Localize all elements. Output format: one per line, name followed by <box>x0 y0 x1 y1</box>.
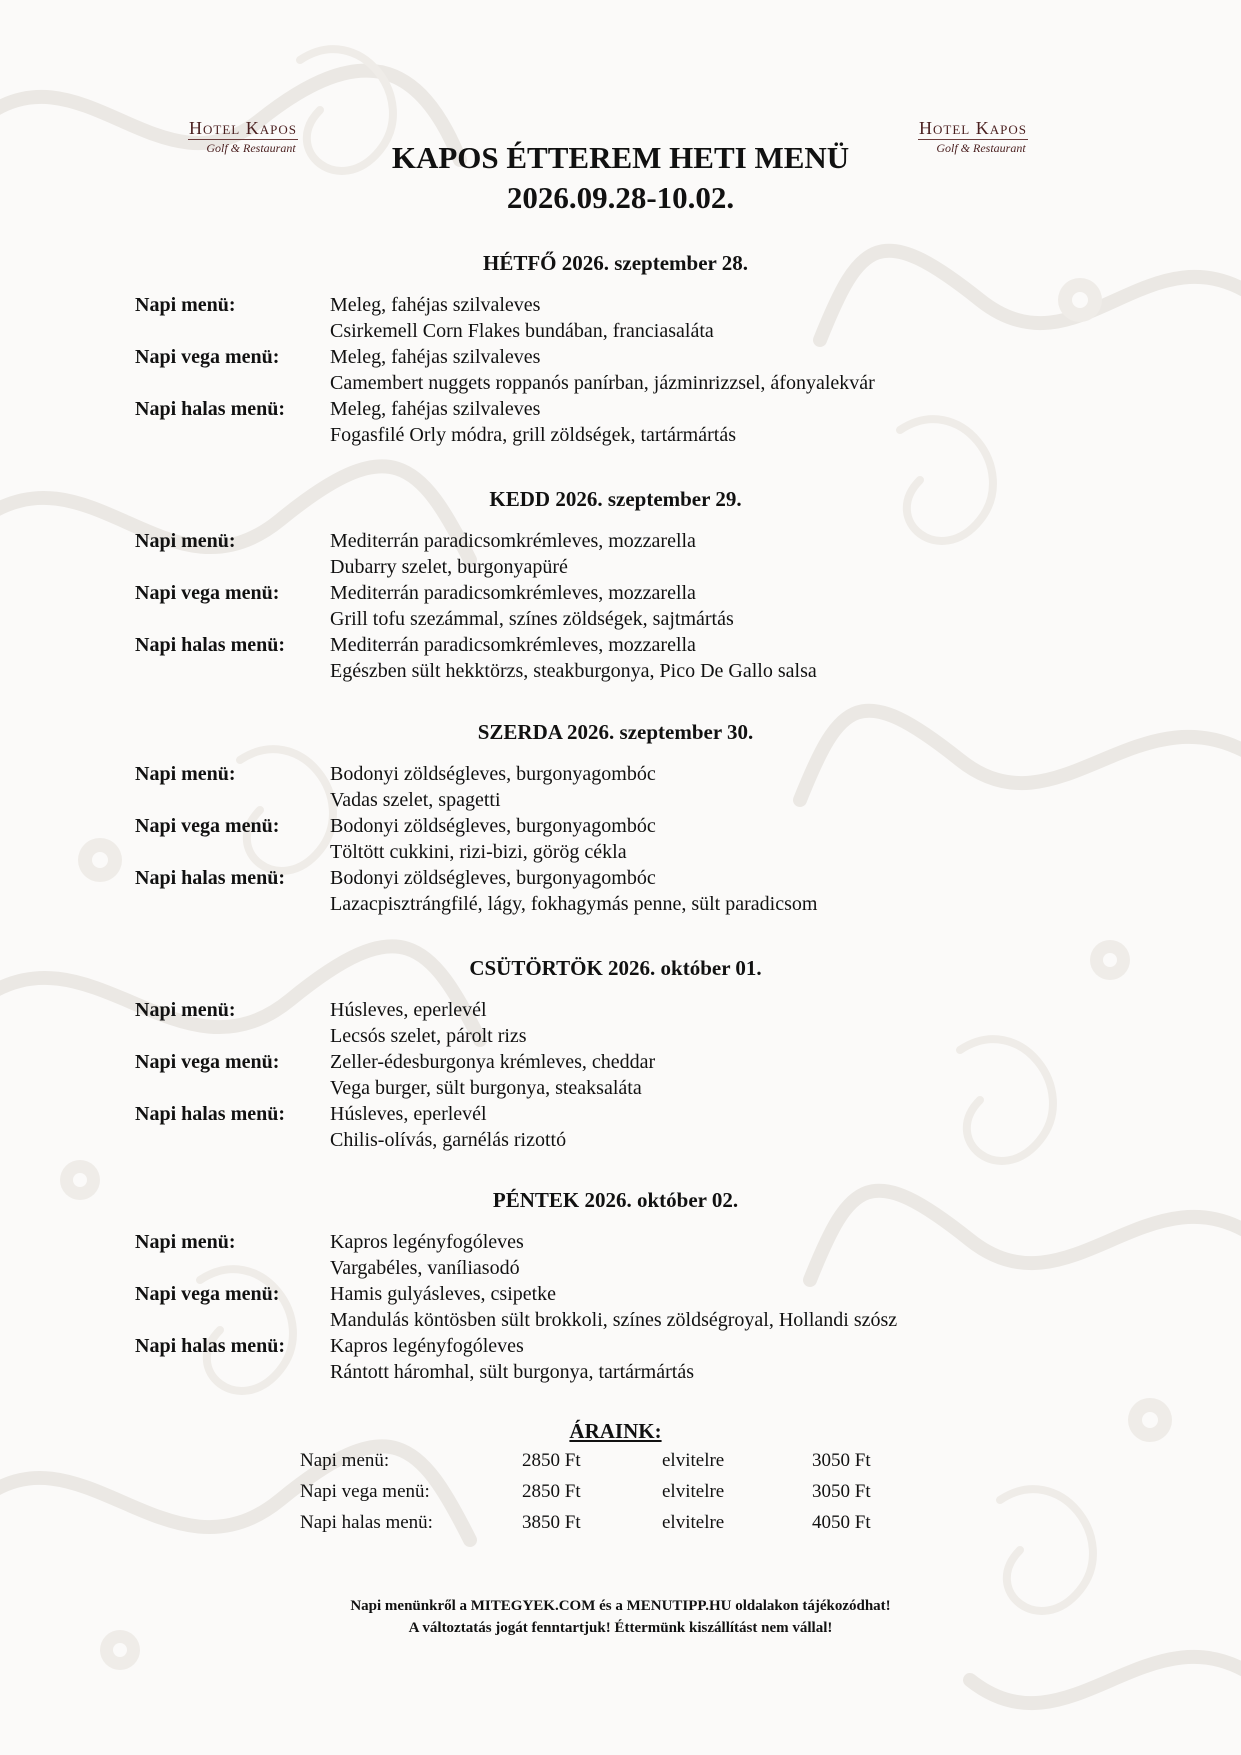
takeaway-label: elvitelre <box>662 1481 725 1502</box>
menu-row <box>0 632 1241 684</box>
menu-label: Napi vega menü: <box>135 346 280 368</box>
takeaway-label: elvitelre <box>662 1450 725 1471</box>
menu-soup: Meleg, fahéjas szilvaleves <box>330 346 541 368</box>
menu-row <box>0 1229 1241 1281</box>
menu-main: Camembert nuggets roppanós panírban, jázminrizzsel, áfonyalekvár <box>330 372 875 394</box>
day-section-tuesday <box>0 486 1241 684</box>
menu-label: Napi menü: <box>135 999 236 1021</box>
takeaway-price: 4050 Ft <box>812 1512 871 1533</box>
menu-soup: Mediterrán paradicsomkrémleves, mozzarella <box>330 582 696 604</box>
menu-row <box>0 1281 1241 1333</box>
menu-label: Napi menü: <box>135 1231 236 1253</box>
menu-main: Fogasfilé Orly módra, grill zöldségek, tartármártás <box>330 424 736 446</box>
week-range: 2026.09.28-10.02. <box>506 180 735 215</box>
logo-hotel-name: Hotel Kapos <box>919 118 1027 138</box>
menu-label: Napi vega menü: <box>135 1283 280 1305</box>
price-row <box>0 1510 1241 1541</box>
menu-main: Csirkemell Corn Flakes bundában, franciasaláta <box>330 320 714 342</box>
price-row <box>0 1448 1241 1479</box>
menu-main: Grill tofu szezámmal, színes zöldségek, sajtmártás <box>330 608 734 630</box>
menu-row <box>0 396 1241 448</box>
menu-row <box>0 292 1241 344</box>
price-value: 2850 Ft <box>522 1481 581 1502</box>
takeaway-label: elvitelre <box>662 1512 725 1533</box>
menu-label: Napi halas menü: <box>135 867 286 889</box>
menu-row <box>0 580 1241 632</box>
menu-soup: Meleg, fahéjas szilvaleves <box>330 294 541 316</box>
menu-soup: Bodonyi zöldségleves, burgonyagombóc <box>330 867 656 889</box>
menu-soup: Meleg, fahéjas szilvaleves <box>330 398 541 420</box>
menu-label: Napi menü: <box>135 763 236 785</box>
menu-label: Napi halas menü: <box>135 1103 286 1125</box>
price-row <box>0 1479 1241 1510</box>
menu-row <box>0 344 1241 396</box>
menu-main: Vargabéles, vaníliasodó <box>330 1257 520 1279</box>
menu-row <box>0 528 1241 580</box>
day-heading: SZERDA 2026. szeptember 30. <box>477 720 754 744</box>
menu-label: Napi menü: <box>135 294 236 316</box>
menu-soup: Mediterrán paradicsomkrémleves, mozzarella <box>330 530 696 552</box>
price-value: 3850 Ft <box>522 1512 581 1533</box>
menu-soup: Bodonyi zöldségleves, burgonyagombóc <box>330 815 656 837</box>
menu-row <box>0 1049 1241 1101</box>
price-value: 2850 Ft <box>522 1450 581 1471</box>
menu-soup: Bodonyi zöldségleves, burgonyagombóc <box>330 763 656 785</box>
menu-soup: Mediterrán paradicsomkrémleves, mozzarella <box>330 634 696 656</box>
menu-soup: Húsleves, eperlevél <box>330 1103 487 1125</box>
menu-main: Lecsós szelet, párolt rizs <box>330 1025 527 1047</box>
day-section-friday <box>0 1187 1241 1385</box>
footer-info-line: Napi menünkről a MITEGYEK.COM és a MENUTIPP.HU oldalakon tájékozódhat! <box>350 1598 891 1614</box>
menu-main: Chilis-olívás, garnélás rizottó <box>330 1129 567 1151</box>
menu-main: Töltött cukkini, rizi-bizi, görög cékla <box>330 841 627 863</box>
logo-subtitle: Golf & Restaurant <box>936 141 1026 155</box>
price-name: Napi vega menü: <box>300 1481 430 1502</box>
menu-row <box>0 1333 1241 1385</box>
menu-main: Rántott háromhal, sült burgonya, tartármártás <box>330 1361 694 1383</box>
day-heading: CSÜTÖRTÖK 2026. október 01. <box>469 956 762 980</box>
menu-row <box>0 1101 1241 1153</box>
menu-label: Napi halas menü: <box>135 634 286 656</box>
menu-soup: Zeller-édesburgonya krémleves, cheddar <box>330 1051 656 1073</box>
menu-soup: Húsleves, eperlevél <box>330 999 487 1021</box>
menu-soup: Kapros legényfogóleves <box>330 1335 524 1357</box>
day-section-wednesday <box>0 719 1241 917</box>
prices-heading: ÁRAINK: <box>569 1419 662 1443</box>
menu-main: Lazacpisztrángfilé, lágy, fokhagymás penne, sült paradicsom <box>330 893 818 915</box>
page-title: KAPOS ÉTTEREM HETI MENÜ <box>391 140 850 175</box>
takeaway-price: 3050 Ft <box>812 1450 871 1471</box>
menu-main: Vega burger, sült burgonya, steaksaláta <box>330 1077 642 1099</box>
menu-row <box>0 813 1241 865</box>
price-section <box>0 1418 1241 1541</box>
menu-row <box>0 761 1241 813</box>
menu-main: Dubarry szelet, burgonyapüré <box>330 556 568 578</box>
price-name: Napi halas menü: <box>300 1512 433 1533</box>
day-heading: HÉTFŐ 2026. szeptember 28. <box>482 251 748 275</box>
logo-hotel-name: Hotel Kapos <box>189 118 297 138</box>
day-section-monday <box>0 250 1241 448</box>
menu-label: Napi halas menü: <box>135 1335 286 1357</box>
menu-main: Mandulás köntösben sült brokkoli, színes zöldségroyal, Hollandi szósz <box>330 1309 898 1331</box>
menu-label: Napi menü: <box>135 530 236 552</box>
menu-label: Napi vega menü: <box>135 582 280 604</box>
day-heading: PÉNTEK 2026. október 02. <box>492 1188 739 1212</box>
menu-label: Napi halas menü: <box>135 398 286 420</box>
menu-main: Vadas szelet, spagetti <box>330 789 501 811</box>
logo-subtitle: Golf & Restaurant <box>206 141 296 155</box>
footer-disclaimer-line: A változtatás jogát fenntartjuk! Éttermünk kiszállítást nem vállal! <box>408 1620 833 1636</box>
menu-label: Napi vega menü: <box>135 1051 280 1073</box>
day-section-thursday <box>0 955 1241 1153</box>
day-heading: KEDD 2026. szeptember 29. <box>489 487 742 511</box>
menu-row <box>0 997 1241 1049</box>
price-name: Napi menü: <box>300 1450 390 1471</box>
menu-main: Egészben sült hekktörzs, steakburgonya, Pico De Gallo salsa <box>330 660 817 682</box>
menu-label: Napi vega menü: <box>135 815 280 837</box>
menu-soup: Hamis gulyásleves, csipetke <box>330 1283 557 1305</box>
menu-soup: Kapros legényfogóleves <box>330 1231 524 1253</box>
menu-row <box>0 865 1241 917</box>
takeaway-price: 3050 Ft <box>812 1481 871 1502</box>
